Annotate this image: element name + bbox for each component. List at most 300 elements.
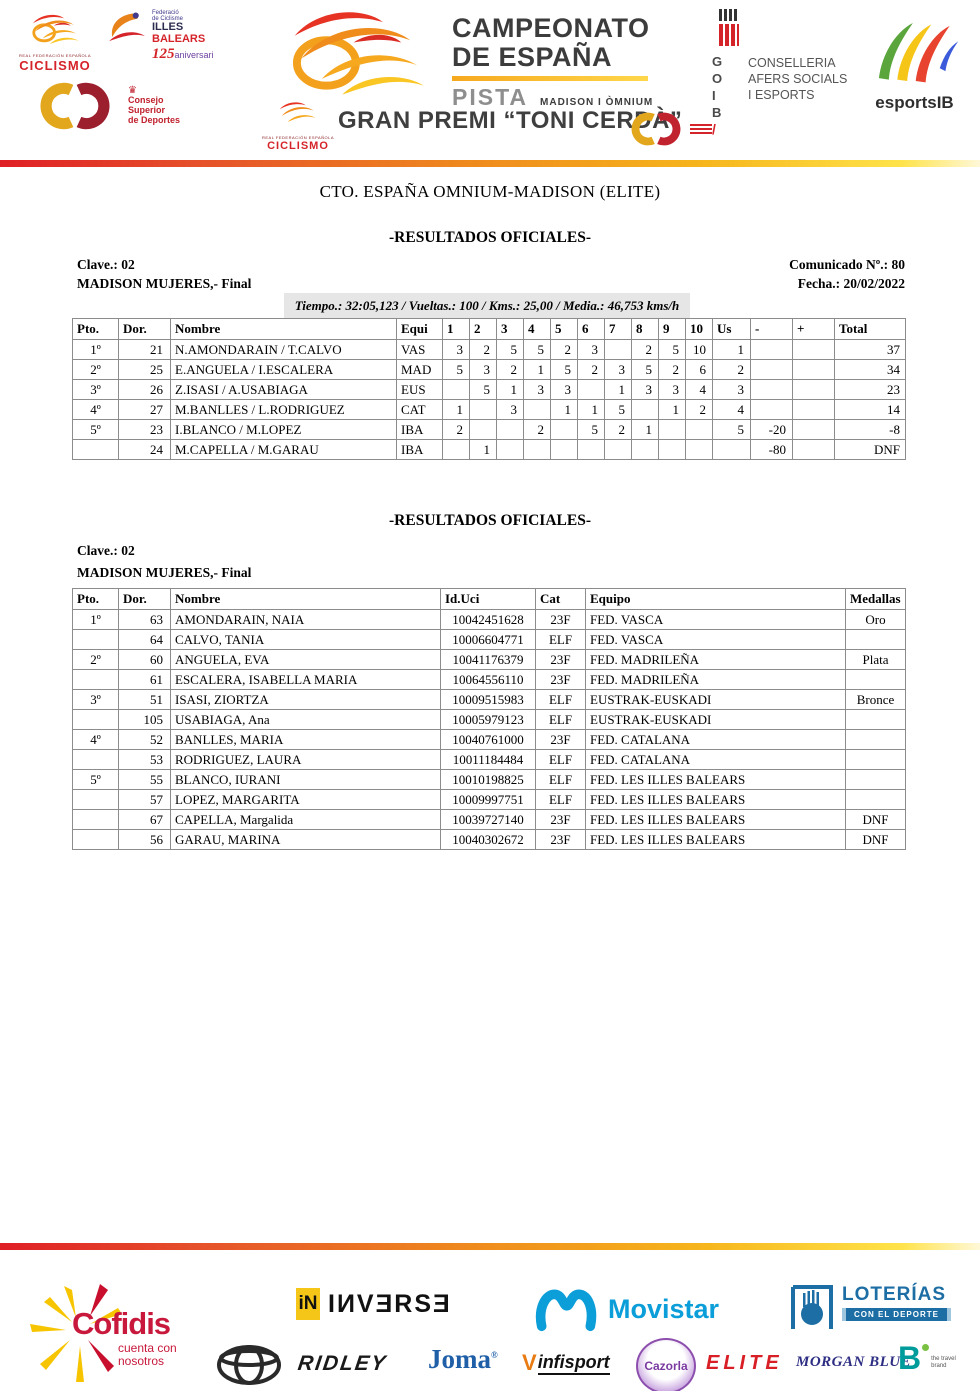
table-cell: 2: [605, 420, 632, 440]
table-cell: 67: [119, 810, 171, 830]
table-cell: 5: [713, 420, 751, 440]
table-cell: ANGUELA, EVA: [171, 650, 441, 670]
cazorla-logo: [636, 1338, 696, 1391]
table-row: [73, 710, 906, 730]
table-cell: DNF: [846, 830, 906, 850]
table-cell: [846, 770, 906, 790]
table-cell: M.CAPELLA / M.GARAU: [171, 440, 397, 460]
table-cell: 10011184484: [441, 750, 536, 770]
table-cell: [73, 670, 119, 690]
table-cell: MAD: [397, 360, 443, 380]
column-header: 3: [497, 319, 524, 340]
table-cell: 55: [119, 770, 171, 790]
table-row: [73, 400, 906, 420]
column-header: 7: [605, 319, 632, 340]
table-cell: 5: [443, 360, 470, 380]
table-cell: 2: [524, 420, 551, 440]
table-cell: 53: [119, 750, 171, 770]
table-cell: -8: [835, 420, 906, 440]
gran-premi-csd-logo: [625, 112, 712, 146]
csd-text-line2: Superior: [128, 105, 166, 115]
page-title: CTO. ESPAÑA OMNIUM-MADISON (ELITE): [319, 182, 661, 201]
table-cell: 23F: [536, 650, 586, 670]
table-cell: [470, 400, 497, 420]
table-cell: EUSTRAK-EUSKADI: [586, 710, 846, 730]
balears-aniversari: aniversari: [174, 50, 214, 60]
rfec-ciclismo-logo: [14, 12, 96, 73]
table-row: [73, 610, 906, 630]
table-cell: 2º: [73, 360, 119, 380]
infisport-name: infisport: [538, 1352, 610, 1375]
table-cell: 3: [632, 380, 659, 400]
cazorla-name: Cazorla: [644, 1359, 688, 1373]
goib-shield-icon: [716, 8, 742, 48]
balears-125: 125: [152, 46, 175, 62]
comunicado-label: Comunicado Nº.: 80: [789, 257, 905, 272]
column-header: -: [751, 319, 793, 340]
table-cell: 1: [578, 400, 605, 420]
column-header: 9: [659, 319, 686, 340]
table-cell: 10009997751: [441, 790, 536, 810]
table-cell: 26: [119, 380, 171, 400]
gradient-stripe-bottom: [0, 1243, 980, 1250]
table-cell: 1º: [73, 340, 119, 360]
table-cell: USABIAGA, Ana: [171, 710, 441, 730]
table-cell: ELF: [536, 710, 586, 730]
column-header: +: [793, 319, 835, 340]
table-cell: 2: [686, 400, 713, 420]
table-cell: 52: [119, 730, 171, 750]
table-cell: 1: [497, 380, 524, 400]
campeonato-line2: DE ESPAÑA: [452, 42, 613, 72]
table-cell: 23: [835, 380, 906, 400]
table-cell: [751, 340, 793, 360]
table-cell: 10010198825: [441, 770, 536, 790]
campeonato-line1: CAMPEONATO: [452, 13, 650, 43]
column-header: 4: [524, 319, 551, 340]
table-cell: 3º: [73, 380, 119, 400]
table-cell: 4º: [73, 730, 119, 750]
balears-illes: ILLES: [152, 21, 184, 33]
table-row: [73, 340, 906, 360]
table-cell: FED. VASCA: [586, 630, 846, 650]
table-cell: 4º: [73, 400, 119, 420]
cofidis-tagline: [118, 1342, 177, 1368]
gran-premi-title: GRAN PREMI “TONI CERDÀ”: [338, 107, 683, 134]
b-brand-line2: brand: [931, 1363, 947, 1369]
table-cell: 2: [443, 420, 470, 440]
table-cell: 3: [605, 360, 632, 380]
table-cell: 2: [632, 340, 659, 360]
table-cell: [73, 750, 119, 770]
table-cell: 64: [119, 630, 171, 650]
table-row: [73, 630, 906, 650]
table-cell: 3: [713, 380, 751, 400]
table-cell: 3º: [73, 690, 119, 710]
table-cell: 105: [119, 710, 171, 730]
table-cell: RODRIGUEZ, LAURA: [171, 750, 441, 770]
loterias-tagline: CON EL DEPORTE: [842, 1308, 951, 1321]
table-cell: 5: [632, 360, 659, 380]
table-cell: 3: [470, 360, 497, 380]
registered-mark: ®: [491, 1350, 498, 1360]
table-cell: [846, 750, 906, 770]
table-cell: 10006604771: [441, 630, 536, 650]
esportsib-strokes-icon: [869, 12, 961, 92]
balears-fed-line1: Federació: [152, 10, 179, 16]
table-cell: [659, 440, 686, 460]
table-cell: 10064556110: [441, 670, 536, 690]
column-header: Pto.: [73, 589, 119, 610]
table-cell: 23F: [536, 830, 586, 850]
table-cell: FED. LES ILLES BALEARS: [586, 830, 846, 850]
goib-letter-g: G: [712, 54, 723, 69]
table-cell: [713, 440, 751, 460]
morgan-blue-logo: MORGAN BLUE: [796, 1354, 912, 1370]
table-cell: 6: [686, 360, 713, 380]
table-cell: [73, 790, 119, 810]
table-cell: 3: [659, 380, 686, 400]
table-cell: 34: [835, 360, 906, 380]
table-cell: [846, 710, 906, 730]
table-row: [73, 380, 906, 400]
table-header-row: [73, 319, 906, 340]
balears-fed-line2: de Ciclisme: [152, 16, 184, 22]
table-cell: LOPEZ, MARGARITA: [171, 790, 441, 810]
table-cell: [578, 440, 605, 460]
table-cell: ESCALERA, ISABELLA MARIA: [171, 670, 441, 690]
bird-swoosh-icon: [268, 100, 328, 130]
goib-letters: [712, 53, 742, 138]
column-header: Pto.: [73, 319, 119, 340]
table-cell: ELF: [536, 770, 586, 790]
goib-letter-b: B: [712, 105, 722, 120]
table-cell: [605, 440, 632, 460]
table-cell: 1: [551, 400, 578, 420]
table-cell: [846, 630, 906, 650]
rfec-small-text: REAL FEDERACIÓN ESPAÑOLA: [18, 53, 91, 58]
table-cell: 23: [119, 420, 171, 440]
fecha-label: Fecha.: 20/02/2022: [797, 276, 905, 291]
table-cell: BANLLES, MARIA: [171, 730, 441, 750]
movistar-name: Movistar: [608, 1293, 720, 1324]
column-header: Total: [835, 319, 906, 340]
campeonato-bird-logo: [262, 4, 452, 111]
ridley-logo: RIDLEY: [296, 1352, 389, 1375]
table-cell: [846, 790, 906, 810]
table-cell: 10042451628: [441, 610, 536, 630]
table-cell: CAT: [397, 400, 443, 420]
column-header: Us: [713, 319, 751, 340]
table-cell: GARAU, MARINA: [171, 830, 441, 850]
table-cell: 10005979123: [441, 710, 536, 730]
gradient-stripe-top: [0, 160, 980, 167]
table-row: [73, 670, 906, 690]
csd-text-line3: de Deportes: [128, 115, 181, 125]
table-cell: [793, 340, 835, 360]
table-cell: 10009515983: [441, 690, 536, 710]
b-brand-text: [931, 1356, 956, 1374]
table-cell: ELF: [536, 750, 586, 770]
table-cell: [443, 440, 470, 460]
elite-logo: ELITE: [706, 1352, 783, 1374]
column-header: 6: [578, 319, 605, 340]
table-cell: Z.ISASI / A.USABIAGA: [171, 380, 397, 400]
goib-slash: /: [712, 121, 716, 137]
table-row: [73, 730, 906, 750]
table-cell: [751, 380, 793, 400]
column-header: Equipo: [586, 589, 846, 610]
column-header: 5: [551, 319, 578, 340]
table-cell: FED. CATALANA: [586, 750, 846, 770]
table-cell: 1: [470, 440, 497, 460]
table-cell: [73, 830, 119, 850]
table-cell: 10040761000: [441, 730, 536, 750]
table-row: [73, 830, 906, 850]
b-letter: B: [898, 1340, 922, 1376]
table-row: [73, 420, 906, 440]
column-header: Cat: [536, 589, 586, 610]
table-cell: 23F: [536, 610, 586, 630]
column-header: Nombre: [171, 319, 397, 340]
document-body: [0, 170, 980, 850]
table-cell: 24: [119, 440, 171, 460]
table-cell: 1: [605, 380, 632, 400]
csd-text-line1: Consejo: [128, 95, 164, 105]
table-cell: E.ANGUELA / I.ESCALERA: [171, 360, 397, 380]
table-cell: [659, 420, 686, 440]
table-header-row: [73, 589, 906, 610]
table-cell: [497, 420, 524, 440]
table-cell: 2: [578, 360, 605, 380]
table-cell: [632, 400, 659, 420]
csd-crown-icon: ♛: [128, 85, 137, 96]
table-cell: [470, 420, 497, 440]
balears-swoosh-icon: [102, 10, 148, 62]
table-cell: 25: [119, 360, 171, 380]
table-cell: 23F: [536, 810, 586, 830]
table-cell: 3: [524, 380, 551, 400]
table-cell: 3: [497, 400, 524, 420]
table-cell: FED. MADRILEÑA: [586, 650, 846, 670]
table-cell: FED. VASCA: [586, 610, 846, 630]
loterias-name: LOTERÍAS: [842, 1284, 947, 1305]
table-cell: 3: [551, 380, 578, 400]
table-cell: FED. CATALANA: [586, 730, 846, 750]
balears-balears: BALEARS: [152, 33, 206, 45]
table-cell: 63: [119, 610, 171, 630]
table-cell: 2: [659, 360, 686, 380]
table-cell: [605, 340, 632, 360]
table-cell: Plata: [846, 650, 906, 670]
riders-results-table: [72, 588, 906, 850]
table-cell: BLANCO, IURANI: [171, 770, 441, 790]
table-cell: [73, 440, 119, 460]
rfec-name: CICLISMO: [267, 140, 329, 152]
table-cell: 10: [686, 340, 713, 360]
table-cell: 2: [497, 360, 524, 380]
table-cell: N.AMONDARAIN / T.CALVO: [171, 340, 397, 360]
rfec-small-text: REAL FEDERACIÓN ESPAÑOLA: [262, 135, 335, 140]
table-cell: AMONDARAIN, NAIA: [171, 610, 441, 630]
table-cell: 2: [713, 360, 751, 380]
balears-anniversary: [152, 45, 214, 63]
table-cell: Bronce: [846, 690, 906, 710]
gran-premi-ciclismo-logo: [262, 100, 334, 152]
table-cell: [443, 380, 470, 400]
table-cell: [793, 420, 835, 440]
table-cell: 1: [632, 420, 659, 440]
table-row: [73, 810, 906, 830]
table-cell: 5: [470, 380, 497, 400]
cofidis-tagline-line1: cuenta con: [118, 1341, 177, 1355]
cofidis-name: Cofidis: [72, 1306, 171, 1341]
table-cell: 3: [443, 340, 470, 360]
yellow-underline: [452, 76, 648, 81]
table-cell: 21: [119, 340, 171, 360]
table-cell: [846, 670, 906, 690]
table-cell: [632, 440, 659, 460]
green-dot-icon: [922, 1344, 929, 1351]
madison-omnium-label: MADISON I ÒMNIUM: [540, 97, 654, 108]
column-header: Equi: [397, 319, 443, 340]
column-header: 1: [443, 319, 470, 340]
goib-letter-o: O: [712, 71, 723, 86]
conselleria-line2: AFERS SOCIALS: [748, 72, 848, 86]
table-cell: [73, 710, 119, 730]
toyota-ellipses-icon: [216, 1344, 282, 1386]
illes-balears-federation-logo: [102, 10, 217, 63]
table-cell: [846, 730, 906, 750]
table-cell: 4: [686, 380, 713, 400]
table-cell: ELF: [536, 630, 586, 650]
table-cell: CAPELLA, Margalida: [171, 810, 441, 830]
joma-name: Joma: [428, 1344, 491, 1374]
table-cell: 5: [659, 340, 686, 360]
inverse-icon: iN: [296, 1288, 320, 1320]
table-row: [73, 790, 906, 810]
pista-label: PISTA: [452, 84, 529, 110]
table-cell: 1º: [73, 610, 119, 630]
cofidis-tagline-line2: nosotros: [118, 1354, 165, 1368]
table-cell: 23F: [536, 670, 586, 690]
table-cell: [524, 440, 551, 460]
cofidis-logo: [24, 1278, 214, 1388]
table-cell: 1: [713, 340, 751, 360]
b-brand-line1: the travel: [931, 1356, 956, 1362]
inverse-logo: [296, 1288, 452, 1320]
table-cell: [686, 420, 713, 440]
esportsib-name: esportsIB: [875, 93, 954, 112]
table-cell: 51: [119, 690, 171, 710]
esportsib-logo: [862, 12, 967, 113]
table-cell: M.BANLLES / L.RODRIGUEZ: [171, 400, 397, 420]
table-cell: ELF: [536, 690, 586, 710]
toyota-logo: [216, 1344, 282, 1391]
table-cell: [551, 420, 578, 440]
table-cell: I.BLANCO / M.LOPEZ: [171, 420, 397, 440]
table-cell: 2º: [73, 650, 119, 670]
table-cell: [793, 440, 835, 460]
column-header: Dor.: [119, 589, 171, 610]
loterias-hand-icon: [790, 1284, 834, 1332]
clave-label: Clave.: 02: [77, 257, 135, 272]
conselleria-line1: CONSELLERIA: [748, 56, 836, 70]
column-header: 8: [632, 319, 659, 340]
loterias-logo: [790, 1284, 951, 1332]
table-cell: 1: [524, 360, 551, 380]
table-row: [73, 750, 906, 770]
table-cell: IBA: [397, 440, 443, 460]
table-cell: DNF: [835, 440, 906, 460]
movistar-logo: [534, 1286, 719, 1332]
csd-mark-icon: [625, 112, 687, 146]
table-cell: [793, 380, 835, 400]
table-cell: FED. LES ILLES BALEARS: [586, 790, 846, 810]
table-cell: 57: [119, 790, 171, 810]
table-row: [73, 360, 906, 380]
table-cell: VAS: [397, 340, 443, 360]
movistar-m-icon: [534, 1286, 598, 1332]
table-cell: 37: [835, 340, 906, 360]
clave-label: Clave.: 02: [77, 543, 135, 558]
conselleria-line3: I ESPORTS: [748, 88, 815, 102]
table-row: [73, 690, 906, 710]
table-cell: FED. MADRILEÑA: [586, 670, 846, 690]
infisport-logo: [522, 1350, 610, 1376]
table-cell: EUS: [397, 380, 443, 400]
table-cell: [751, 400, 793, 420]
event-label: MADISON MUJERES,- Final: [77, 565, 252, 580]
table-cell: 1: [443, 400, 470, 420]
table-cell: 5: [578, 420, 605, 440]
joma-logo: [428, 1344, 498, 1375]
column-header: 2: [470, 319, 497, 340]
table-cell: 5: [497, 340, 524, 360]
table-row: [73, 770, 906, 790]
inverse-name: IИVƎRSƎ: [328, 1289, 452, 1318]
madison-results-table: [72, 318, 906, 460]
table-cell: 5: [524, 340, 551, 360]
section1-heading: -RESULTADOS OFICIALES-: [389, 229, 591, 246]
table-cell: ISASI, ZIORTZA: [171, 690, 441, 710]
column-header: Dor.: [119, 319, 171, 340]
table-cell: 2: [470, 340, 497, 360]
table-cell: 1: [659, 400, 686, 420]
bird-swoosh-icon: [19, 12, 91, 48]
table-cell: FED. LES ILLES BALEARS: [586, 770, 846, 790]
table-cell: 4: [713, 400, 751, 420]
table-cell: [73, 630, 119, 650]
table-cell: 60: [119, 650, 171, 670]
table-cell: [73, 810, 119, 830]
table-cell: -80: [751, 440, 793, 460]
column-header: Id.Uci: [441, 589, 536, 610]
tiempo-summary-bar: Tiempo.: 32:05,123 / Vueltas.: 100 / Kms.: 25,00 / Media.: 46,753 kms/h: [284, 293, 690, 318]
table-cell: 5º: [73, 770, 119, 790]
table-cell: [497, 440, 524, 460]
table-cell: -20: [751, 420, 793, 440]
rfec-name: CICLISMO: [19, 58, 91, 73]
table-cell: 5º: [73, 420, 119, 440]
b-travel-brand-logo: [898, 1342, 956, 1374]
table-cell: [793, 400, 835, 420]
table-cell: 14: [835, 400, 906, 420]
csd-small-text-lines: [690, 122, 712, 136]
infisport-v-icon: V: [522, 1350, 537, 1375]
column-header: 10: [686, 319, 713, 340]
table-cell: CALVO, TANIA: [171, 630, 441, 650]
